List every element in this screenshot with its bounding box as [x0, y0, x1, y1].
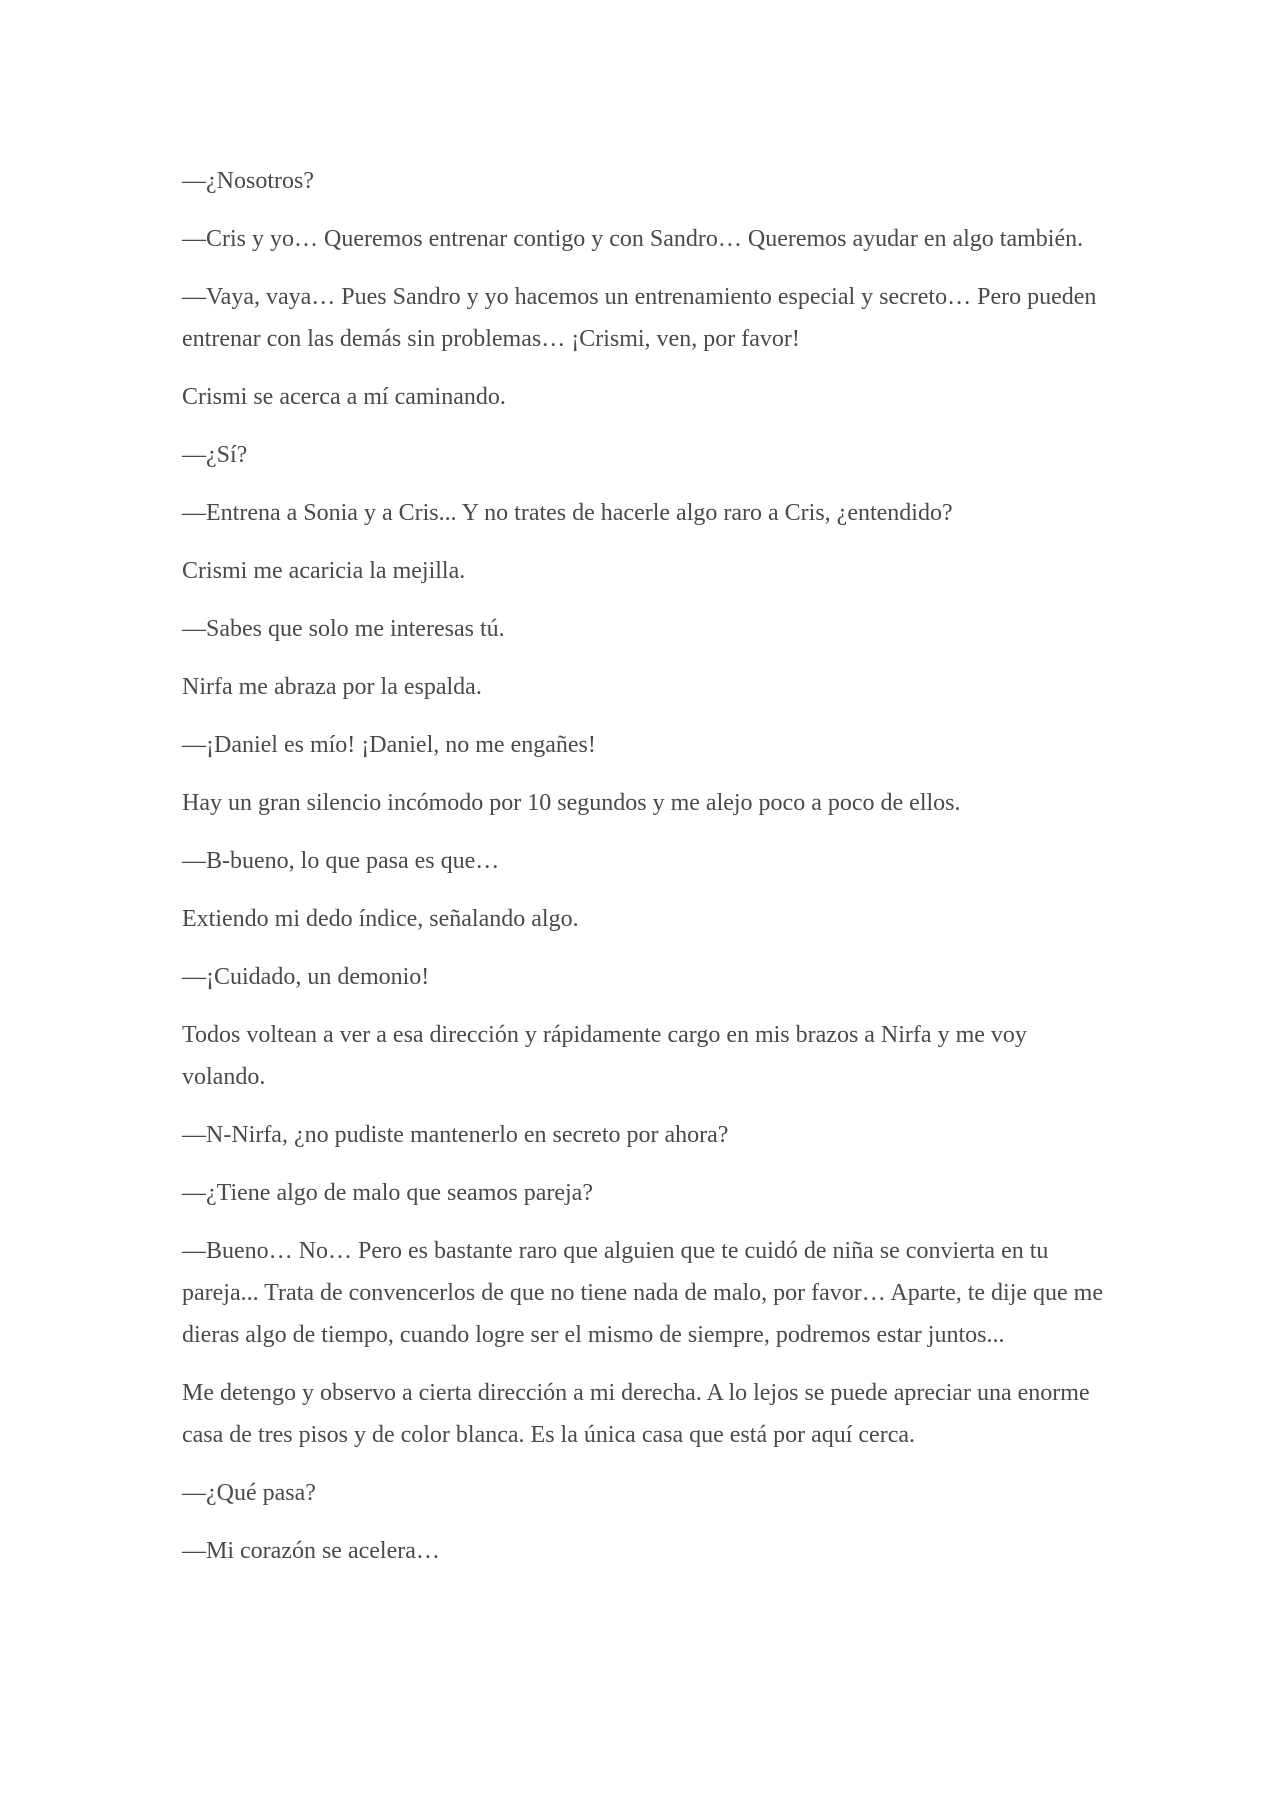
paragraph: —¡Cuidado, un demonio!: [182, 964, 430, 990]
paragraph: —N-Nirfa, ¿no pudiste mantenerlo en secreto por ahora?: [182, 1122, 729, 1148]
paragraph: —Cris y yo… Queremos entrenar contigo y con Sandro… Queremos ayudar en algo también.: [182, 226, 1084, 252]
paragraph: —¿Tiene algo de malo que seamos pareja?: [182, 1180, 593, 1206]
paragraph: Todos voltean a ver a esa dirección y rápidamente cargo en mis brazos a Nirfa y me voy volando.: [182, 1022, 1027, 1090]
paragraph: —¡Daniel es mío! ¡Daniel, no me engañes!: [182, 732, 596, 758]
paragraph: —Entrena a Sonia y a Cris... Y no trates de hacerle algo raro a Cris, ¿entendido?: [182, 500, 953, 526]
paragraph: Crismi se acerca a mí caminando.: [182, 384, 506, 410]
paragraph: Me detengo y observo a cierta dirección a mi derecha. A lo lejos se puede apreciar una enorme casa de tres pisos y de color blanca. Es la única casa que está por aquí cerca.: [182, 1380, 1090, 1448]
paragraph: Hay un gran silencio incómodo por 10 segundos y me alejo poco a poco de ellos.: [182, 790, 961, 816]
paragraph: Crismi me acaricia la mejilla.: [182, 558, 466, 584]
paragraph: —¿Nosotros?: [182, 168, 314, 194]
paragraph: —B-bueno, lo que pasa es que…: [182, 848, 500, 874]
paragraph: —Mi corazón se acelera…: [182, 1538, 440, 1564]
paragraph: —¿Sí?: [182, 442, 248, 468]
paragraph: —Vaya, vaya… Pues Sandro y yo hacemos un entrenamiento especial y secreto… Pero pueden entrenar con las demás sin problemas… ¡Crismi, ven, por favor!: [182, 284, 1097, 352]
paragraph: Nirfa me abraza por la espalda.: [182, 674, 482, 700]
paragraph: Extiendo mi dedo índice, señalando algo.: [182, 906, 579, 932]
paragraph: —Bueno… No… Pero es bastante raro que alguien que te cuidó de niña se convierta en tu pareja... Trata de convencerlos de que no tiene nada de malo, por favor… Aparte, te dije que me dieras algo de tiempo, cuando logre ser el mismo de siempre, podremos estar juntos...: [182, 1238, 1103, 1348]
text-column: [182, 160, 1107, 1588]
paragraph: —Sabes que solo me interesas tú.: [182, 616, 505, 642]
paragraph: —¿Qué pasa?: [182, 1480, 316, 1506]
